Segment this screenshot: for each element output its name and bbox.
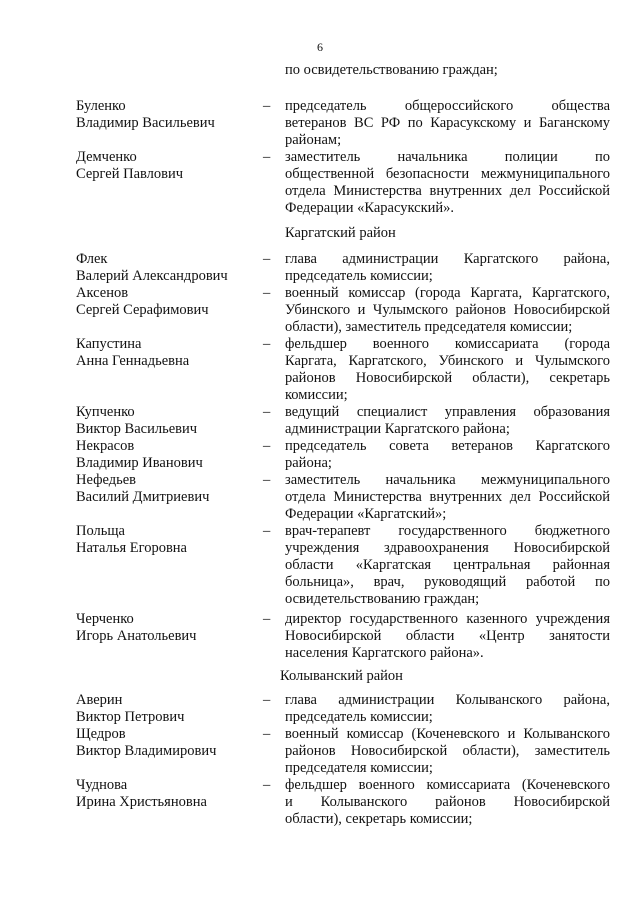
dash-separator: – (263, 149, 271, 165)
member-position-line: Федерации «Карасукский». (285, 200, 455, 216)
heading-kargat: Каргатский район (285, 225, 396, 241)
member-given-name: Ирина Христьяновна (76, 794, 207, 810)
member-surname: Капустина (76, 336, 142, 352)
member-given-name: Владимир Иванович (76, 455, 203, 471)
member-position-line: Федерации «Каргатский»; (285, 506, 447, 522)
dash-separator: – (263, 523, 271, 539)
member-given-name: Виктор Петрович (76, 709, 185, 725)
member-position-line: глава администрации Колыванского района, (285, 692, 610, 708)
member-position-line: освидетельствованию граждан; (285, 591, 480, 607)
member-position-line: района; (285, 455, 332, 471)
member-position-line: глава администрации Каргатского района, (285, 251, 610, 267)
member-position-line: директор государственного казенного учреждения (285, 611, 610, 627)
member-position-line: больница», врач, руководящий работой по (285, 574, 610, 590)
dash-separator: – (263, 611, 271, 627)
member-given-name: Виктор Васильевич (76, 421, 198, 437)
member-position-line: председатель комиссии; (285, 268, 433, 284)
member-position-line: военный комиссар (Коченевского и Колыванского (285, 726, 610, 742)
member-surname: Аверин (76, 692, 123, 708)
member-position-line: комиссии; (285, 387, 348, 403)
member-position-line: председатель совета ветеранов Каргатского (285, 438, 610, 454)
member-given-name: Игорь Анатольевич (76, 628, 197, 644)
member-position-line: учреждения здравоохранения Новосибирской (285, 540, 610, 556)
dash-separator: – (263, 692, 271, 708)
member-position-line: заместитель начальника полиции по (285, 149, 610, 165)
member-position-line: общественной безопасности межмуниципального (285, 166, 610, 182)
member-surname: Буленко (76, 98, 126, 114)
dash-separator: – (263, 726, 271, 742)
member-position-line: районам; (285, 132, 342, 148)
member-given-name: Сергей Павлович (76, 166, 184, 182)
member-given-name: Владимир Васильевич (76, 115, 215, 131)
member-surname: Купченко (76, 404, 135, 420)
member-position-line: Новосибирской области «Центр занятости (285, 628, 610, 644)
member-given-name: Василий Дмитриевич (76, 489, 210, 505)
member-surname: Щедров (76, 726, 126, 742)
member-position-line: врач-терапевт государственного бюджетного (285, 523, 610, 539)
member-position-line: ведущий специалист управления образования (285, 404, 610, 420)
member-surname: Демченко (76, 149, 137, 165)
member-position-line: ветеранов ВС РФ по Карасукскому и Баганскому (285, 115, 610, 131)
member-surname: Некрасов (76, 438, 135, 454)
heading-kolyvan: Колыванский район (280, 668, 403, 684)
member-position-line: отдела Министерства внутренних дел Российской (285, 183, 610, 199)
dash-separator: – (263, 336, 271, 352)
member-surname: Аксенов (76, 285, 129, 301)
member-given-name: Сергей Серафимович (76, 302, 209, 318)
member-surname: Флек (76, 251, 108, 267)
dash-separator: – (263, 472, 271, 488)
dash-separator: – (263, 98, 271, 114)
dash-separator: – (263, 404, 271, 420)
member-position-line: заместитель начальника межмуниципального (285, 472, 610, 488)
member-position-line: отдела Министерства внутренних дел Российской (285, 489, 610, 505)
member-surname: Чуднова (76, 777, 128, 793)
member-position-line: председателя комиссии; (285, 760, 433, 776)
member-position-line: председатель комиссии; (285, 709, 433, 725)
member-surname: Польща (76, 523, 125, 539)
dash-separator: – (263, 777, 271, 793)
member-position-line: области), секретарь комиссии; (285, 811, 473, 827)
dash-separator: – (263, 285, 271, 301)
member-position-line: районов Новосибирской области), секретарь (285, 370, 610, 386)
dash-separator: – (263, 251, 271, 267)
member-position-line: населения Каргатского района». (285, 645, 484, 661)
member-position-line: фельдшер военного комиссариата (Коченевского (285, 777, 610, 793)
member-position-line: председатель общероссийского общества (285, 98, 610, 114)
member-position-line: Каргата, Каргатского, Убинского и Чулымского (285, 353, 610, 369)
member-position-line: военный комиссар (города Каргата, Каргатского, (285, 285, 610, 301)
member-surname: Черченко (76, 611, 134, 627)
dash-separator: – (263, 438, 271, 454)
member-position-line: и Колыванского районов Новосибирской (285, 794, 610, 810)
member-position-line: фельдшер военного комиссариата (города (285, 336, 610, 352)
member-given-name: Наталья Егоровна (76, 540, 187, 556)
member-given-name: Валерий Александрович (76, 268, 228, 284)
member-position-line: области «Каргатская центральная районная (285, 557, 610, 573)
member-position-line: области), заместитель председателя комиссии; (285, 319, 573, 335)
page-number: 6 (317, 40, 323, 54)
member-given-name: Виктор Владимирович (76, 743, 217, 759)
member-position-line: администрации Каргатского района; (285, 421, 510, 437)
member-position-line: районов Новосибирской области), заместитель (285, 743, 610, 759)
intro-line: по освидетельствованию граждан; (285, 62, 498, 78)
member-position-line: Убинского и Чулымского районов Новосибирской (285, 302, 610, 318)
member-given-name: Анна Геннадьевна (76, 353, 190, 369)
member-surname: Нефедьев (76, 472, 136, 488)
